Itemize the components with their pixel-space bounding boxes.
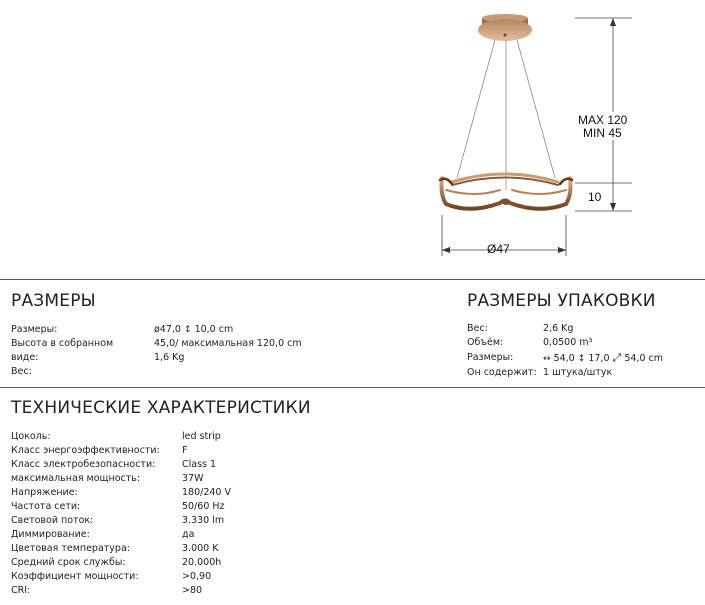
row-value: 1 штука/штук: [543, 367, 613, 378]
row-label: Световой поток:: [11, 515, 94, 526]
ring-height-label: 10: [588, 190, 602, 204]
row-value: 3.330 lm: [182, 515, 225, 526]
row-value: 50/60 Hz: [182, 501, 225, 512]
separator-top: [0, 279, 705, 280]
max-height-label: MAX 120: [578, 113, 628, 127]
row-value: [543, 351, 663, 366]
row-value: 180/240 V: [182, 487, 231, 498]
row-value: [154, 323, 233, 337]
row-label: Частота сети:: [11, 501, 81, 512]
row-label: Он содержит:: [467, 367, 537, 378]
row-label: Размеры:: [467, 352, 514, 363]
row-label: Вес:: [11, 366, 32, 377]
package-depth: 54,0 cm: [624, 353, 664, 364]
row-value: 45,0/ максимальная 120,0 cm: [154, 338, 302, 349]
row-value: 3.000 K: [182, 543, 219, 554]
suspension-cables: [457, 40, 555, 190]
row-label: Цветовая температура:: [11, 543, 130, 554]
row-value: Class 1: [182, 459, 217, 470]
row-value: да: [182, 529, 195, 540]
diameter-label: Ø47: [487, 242, 510, 256]
package-height: 17,0: [588, 353, 610, 364]
vertical-height-icon: ↕: [184, 325, 192, 335]
row-value: >0,90: [182, 571, 212, 582]
row-label: Напряжение:: [11, 487, 78, 498]
row-value: 37W: [182, 473, 204, 484]
sizes-title: РАЗМЕРЫ: [11, 291, 96, 311]
package-width: 54,0: [553, 353, 575, 364]
row-value: 20.000h: [182, 557, 222, 568]
technical-title: ТЕХНИЧЕСКИЕ ХАРАКТЕРИСТИКИ: [11, 398, 311, 418]
vertical-height-icon: ↕: [577, 354, 586, 364]
row-label: виде:: [11, 352, 39, 363]
separator-middle: [0, 387, 705, 388]
row-value: 0,0500 m³: [543, 337, 593, 348]
min-height-label: MIN 45: [583, 126, 622, 140]
height-value: 10,0 cm: [194, 324, 234, 335]
row-value: 2,6 Kg: [543, 323, 574, 334]
row-label: максимальная мощность:: [11, 473, 141, 484]
row-label: Средний срок службы:: [11, 557, 126, 568]
row-label: Объём:: [467, 337, 504, 348]
depth-arrow-icon: ⤢: [612, 351, 622, 364]
row-value: F: [182, 445, 188, 456]
row-label: Размеры:: [11, 324, 58, 335]
ceiling-canopy: [478, 14, 532, 41]
width-arrow-icon: ↔: [543, 354, 551, 364]
row-value: 1,6 Kg: [154, 352, 185, 363]
row-label: Класс электробезопасности:: [11, 459, 156, 470]
row-value: led strip: [182, 431, 221, 442]
row-label: Высота в собранном: [11, 338, 114, 349]
row-label: Вес:: [467, 323, 488, 334]
row-label: Диммирование:: [11, 529, 90, 540]
row-label: Цоколь:: [11, 431, 51, 442]
row-label: Класс энергоэффективности:: [11, 445, 160, 456]
diameter-value: ø47,0: [154, 324, 181, 335]
row-label: Коэффициент мощности:: [11, 571, 139, 582]
row-label: CRI:: [11, 585, 31, 596]
packaging-title: РАЗМЕРЫ УПАКОВКИ: [467, 291, 656, 311]
row-value: >80: [182, 585, 203, 596]
